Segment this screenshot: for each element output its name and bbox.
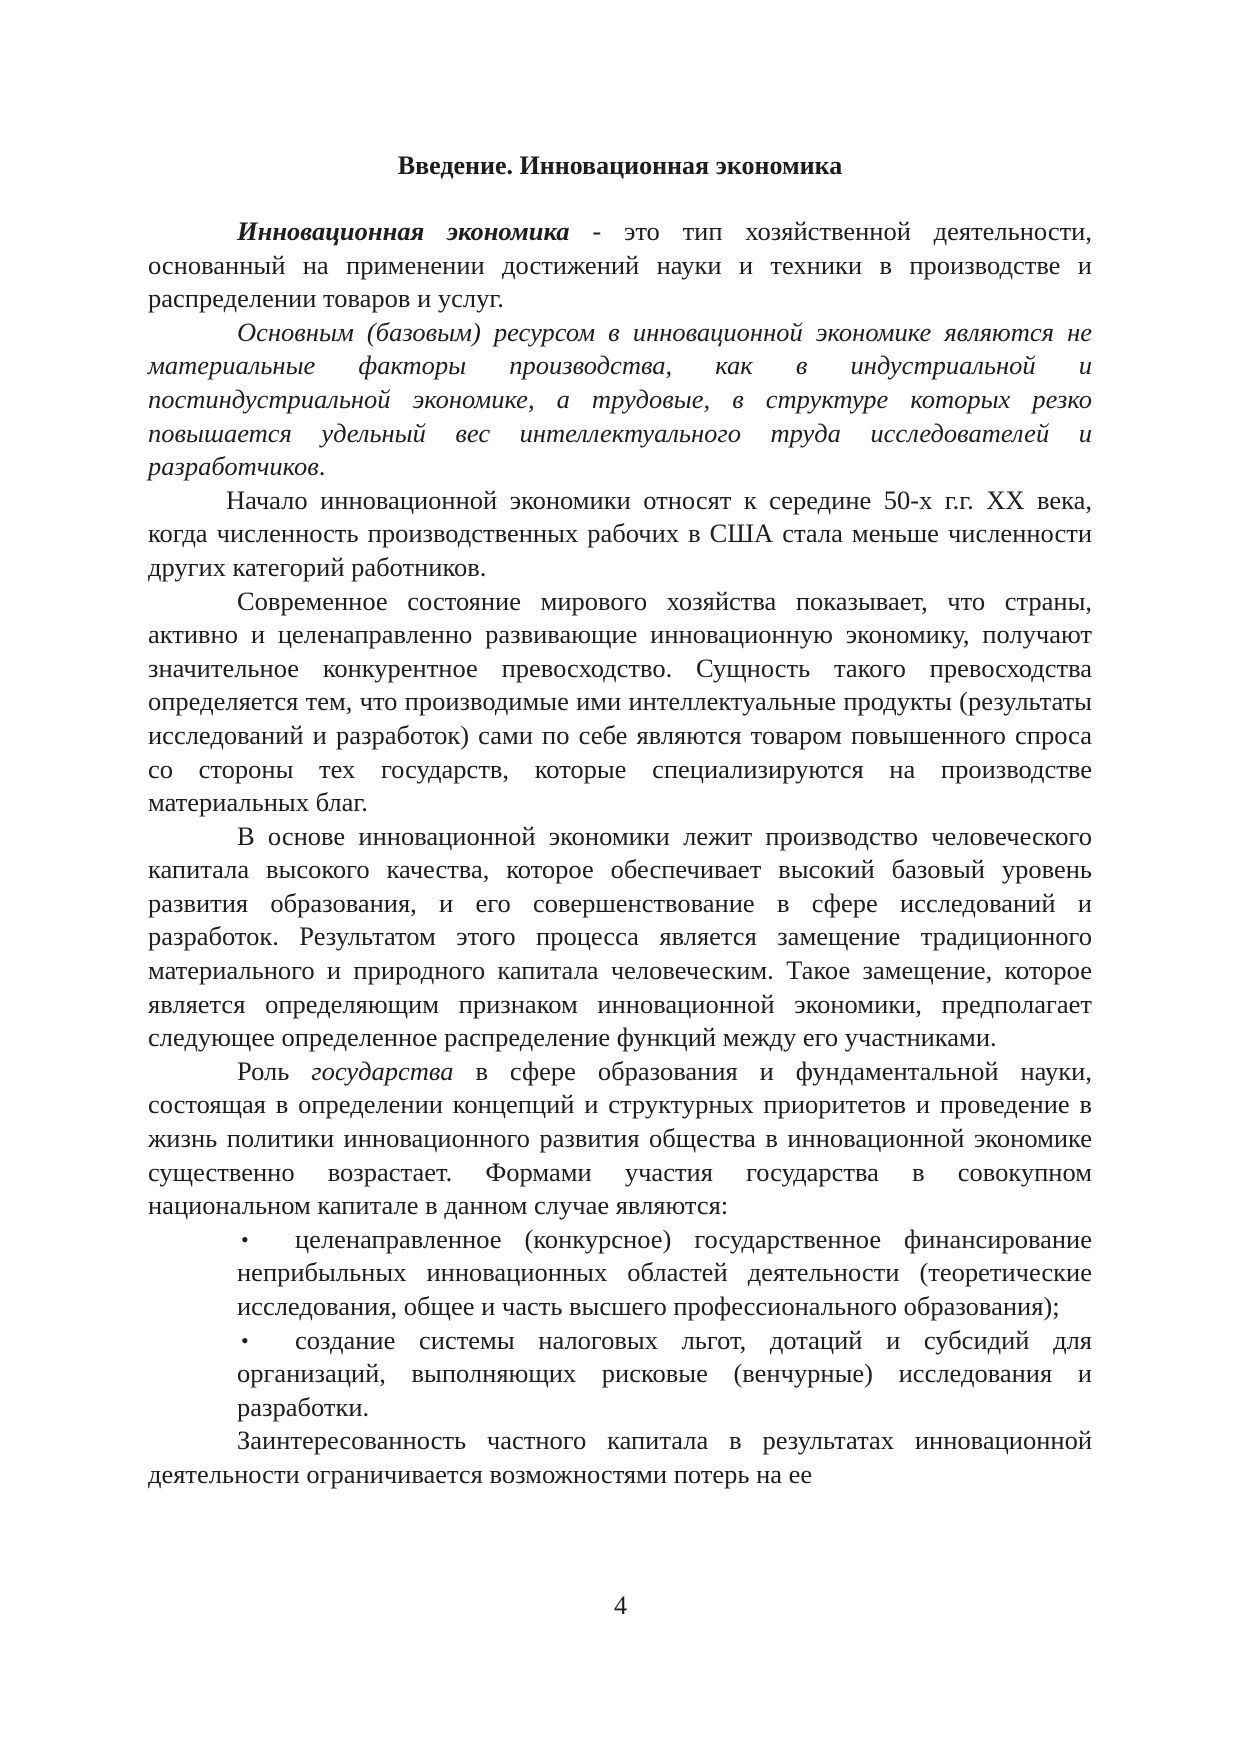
- state-role-start: Роль: [237, 1055, 312, 1086]
- paragraph-resources: [148, 316, 1092, 484]
- paragraph-human-capital: В основе инновационной экономики лежит производство человеческого капитала высокого качества, которое обеспечивает высокий базовый уровень развития образования, и его совершенствование в сфере исследований и разработок. Результатом этого процесса является замещение традиционного материального и природного капитала человеческим. Такое замещение, которое является определяющим признаком инновационной экономики, предполагает следующее определенное распределение функций между его участниками.: [148, 820, 1092, 1053]
- list-item-text: целенаправленное (конкурсное) государственное финансирование неприбыльных инновационных областей деятельности (теоретические исследования, общее и часть высшего профессионального образования);: [237, 1223, 1092, 1321]
- document-body: [148, 215, 1092, 1492]
- bullet-icon: •: [241, 1327, 249, 1353]
- list-item: [148, 1223, 1092, 1324]
- italic-passage: Основным (базовым) ресурсом в инновационной экономике являются не материальные факторы производства, как в индустриальной и постиндустриальной экономике, а трудовые, в структуре которых резко повышается удельный вес интеллектуального труда исследователей и разработчиков: [148, 316, 1092, 482]
- passage-period: .: [318, 451, 326, 482]
- list-item: [148, 1324, 1092, 1425]
- paragraph-state-role: [148, 1055, 1092, 1223]
- definition-text: - это тип хозяйственной деятельности, основанный на применении достижений науки и техники в производстве и распределении товаров и услуг.: [148, 216, 1092, 314]
- list-item-text: создание системы налоговых льгот, дотаций и субсидий для организаций, выполняющих рисковые (венчурные) исследования и разработки.: [237, 1324, 1092, 1422]
- page-number: 4: [614, 1591, 627, 1620]
- state-role-rest: в сфере образования и фундаментальной науки, состоящая в определении концепций и структурных приоритетов и проведение в жизнь политики инновационного развития общества в инновационной экономике существенно возрастает. Формами участия государства в совокупном национальном капитале в данном случае являются:: [148, 1055, 1092, 1221]
- page-title: Введение. Инновационная экономика: [397, 151, 843, 180]
- paragraph-definition: [148, 215, 1092, 316]
- paragraph-private-capital: Заинтересованность частного капитала в результатах инновационной деятельности ограничивается возможностями потерь на ее: [148, 1425, 1092, 1489]
- state-role-italic: государства: [311, 1055, 454, 1086]
- bullet-icon: •: [241, 1226, 249, 1252]
- defined-term: Инновационная экономика: [237, 216, 570, 246]
- paragraph-world-economy: Современное состояние мирового хозяйства показывает, что страны, активно и целенаправленно развивающие инновационную экономику, получают значительное конкурентное превосходство. Сущность такого превосходства определяется тем, что производимые ими интеллектуальные продукты (результаты исследований и разработок) сами по себе являются товаром повышенного спроса со стороны тех государств, которые специализируются на производстве материальных благ.: [148, 585, 1092, 818]
- paragraph-origin: Начало инновационной экономики относят к середине 50-х г.г. XX века, когда численность производственных рабочих в США стала меньше численности других категорий работников.: [148, 484, 1092, 582]
